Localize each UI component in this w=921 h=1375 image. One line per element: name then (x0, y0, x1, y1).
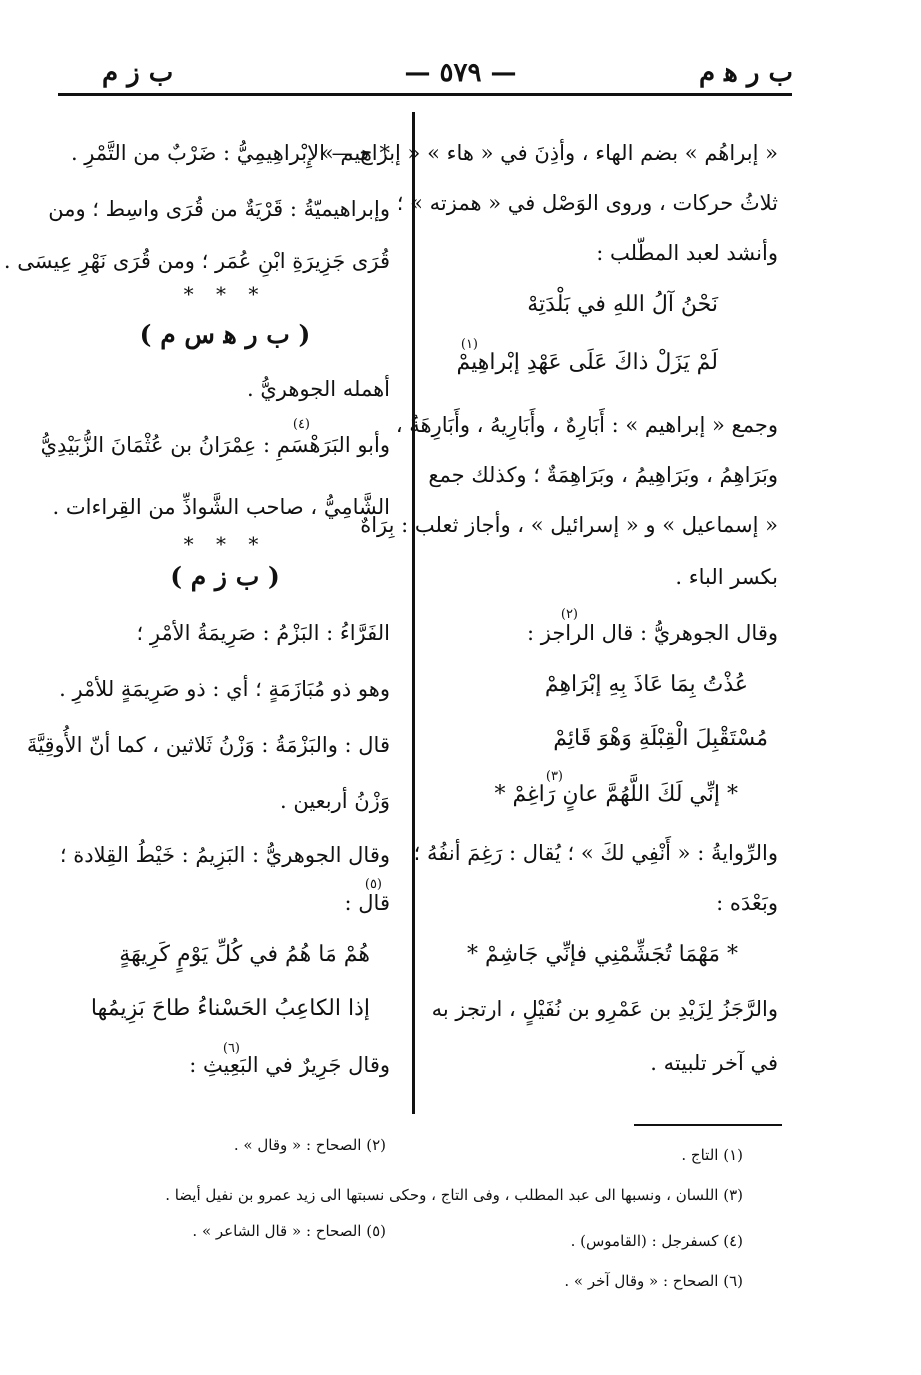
text-line: في آخر تلبيته . (650, 1051, 778, 1075)
verse-line: هُمْ مَا هُمُ في كُلِّ يَوْمٍ كَرِيهَةٍ (119, 942, 370, 967)
text-line: وبَرَاهِمُ ، وبَرَاهِيمُ ، وبَرَاهِمَةٌ ؛ وكذلك جمع (428, 463, 778, 487)
footnote: (٢) الصحاح : « وقال » . (233, 1136, 386, 1154)
text-line: وقال جَرِيرٌ في البَعِيثِ : (189, 1053, 390, 1077)
note-mark: (٤) (292, 417, 310, 432)
note-mark: (٢) (560, 607, 578, 622)
running-head-left: ب ز م (102, 58, 174, 88)
verse-line: لَمْ يَزَلْ ذاكَ عَلَى عَهْدِ إبْراهِيمْ (456, 350, 718, 375)
text-line: قُرَى جَزِيرَةِ ابْنِ عُمَر ؛ ومن قُرَى نَهْرِ عِيسَى . (3, 249, 390, 273)
verse-line: إذا الكاعِبُ الحَسْناءُ طاحَ بَزِيمُها (90, 996, 370, 1021)
footnote: (٣) اللسان ، ونسبها الى عبد المطلب ، وفى التاج ، وحكى نسبتها الى زيد عمرو بن نفيل أيضا . (165, 1186, 743, 1204)
section-separator: * * * (183, 532, 267, 556)
note-mark: (٥) (364, 877, 382, 892)
verse-line: مُسْتَقْبِلَ الْقِبْلَةِ وَهْوَ قَائِمْ (553, 726, 768, 751)
text-line: الشَّامِيُّ ، صاحب الشَّواذِّ من القِراءات . (52, 495, 390, 519)
entry-heading: ( ب ز م ) (170, 562, 280, 591)
verse-line: نَحْنُ آلُ اللهِ في بَلْدَتِهْ (527, 292, 718, 317)
page-number: — ٥٧٩ — (404, 58, 517, 88)
text-line: وأبو البَرَهْسَمِ : عِمْرَانُ بن عُثْمَانَ الزُّبَيْدِيُّ (40, 433, 390, 457)
text-line: وَزْنُ أربعين . (279, 789, 390, 813)
text-line: قال : والبَزْمَةُ : وَزْنُ ثَلاثين ، كما أنّ الأُوقِيَّةَ (26, 733, 390, 757)
section-separator: * * * (183, 282, 267, 306)
verse-line: * إنِّي لَكَ اللَّهُمَّ عانٍ رَاغِمْ * (494, 782, 738, 807)
text-line: « إبراهُم » بضم الهاء ، وأذِنَ في « هاء » « إبراهيم » (320, 141, 778, 165)
footnote: (٤) كسفرجل : (القاموس) . (570, 1232, 743, 1250)
text-line: بكسر الباء . (675, 565, 778, 589)
text-line: وهو ذو مُبَازَمَةٍ ؛ أي : ذو صَرِيمَةٍ للأمْرِ . (59, 677, 390, 701)
note-mark: (١) (460, 337, 478, 352)
text-line: قال : (344, 891, 390, 915)
text-line: وإبراهيميّةُ : قَرْيَةٌ من قُرَى واسِط ؛ ومن (48, 197, 390, 221)
text-line: « إسماعيل » و « إسرائيل » ، وأجاز ثعلب : بِرَاهٌ (360, 513, 778, 537)
text-line: وقال الجوهريُّ : البَزِيمُ : خَيْطُ القِلادة ؛ (59, 843, 390, 867)
running-head-right: ب ر ﻫ م (699, 58, 793, 88)
note-mark: (٦) (222, 1041, 240, 1056)
header-rule (58, 93, 792, 96)
text-line: وقال الجوهريُّ : قال الراجز : (526, 621, 778, 645)
text-line: * ح — الإِبْراهِيمِيُّ : ضَرْبٌ من التَّمْرِ . (70, 141, 390, 165)
text-line: وأنشد لعبد المطّلب : (596, 241, 778, 265)
footnote: (١) التاج . (681, 1146, 743, 1164)
text-line: والرِّوايةُ : « أَنْفِي لكَ » ؛ يُقال : رَغِمَ أنفُهُ ؛ (413, 841, 778, 865)
entry-heading: ( ب ر ﻫ س م ) (139, 320, 311, 349)
column-divider (412, 112, 415, 1114)
text-line: وبَعْدَه : (716, 891, 778, 915)
footnote: (٦) الصحاح : « وقال آخر » . (564, 1272, 743, 1290)
text-line: أهمله الجوهريُّ . (246, 377, 390, 401)
text-line: وجمع « إبراهيم » : أَبَارِهٌ ، وأَبَارِيهُ ، وأَبَارِهَةُ ، (395, 413, 778, 437)
text-line: الفَرَّاءُ : البَزْمُ : صَرِيمَةُ الأمْرِ ؛ (136, 621, 390, 645)
verse-line: عُذْتُ بِمَا عَاذَ بِهِ إبْرَاهِمْ (544, 672, 748, 697)
note-mark: (٣) (545, 769, 563, 784)
text-line: ثلاثُ حركات ، وروى الوَصْل في « همزته » ؛ (396, 191, 778, 215)
footnote: (٥) الصحاح : « قال الشاعر » . (192, 1222, 386, 1240)
verse-line: * مَهْمَا تُجَشِّمْنِي فإنِّي جَاشِمْ * (466, 942, 738, 967)
footnote-rule (634, 1124, 782, 1126)
text-line: والرَّجَزُ لِزَيْدِ بن عَمْرِو بن نُفَيْلٍ ، ارتجز به (431, 997, 778, 1021)
